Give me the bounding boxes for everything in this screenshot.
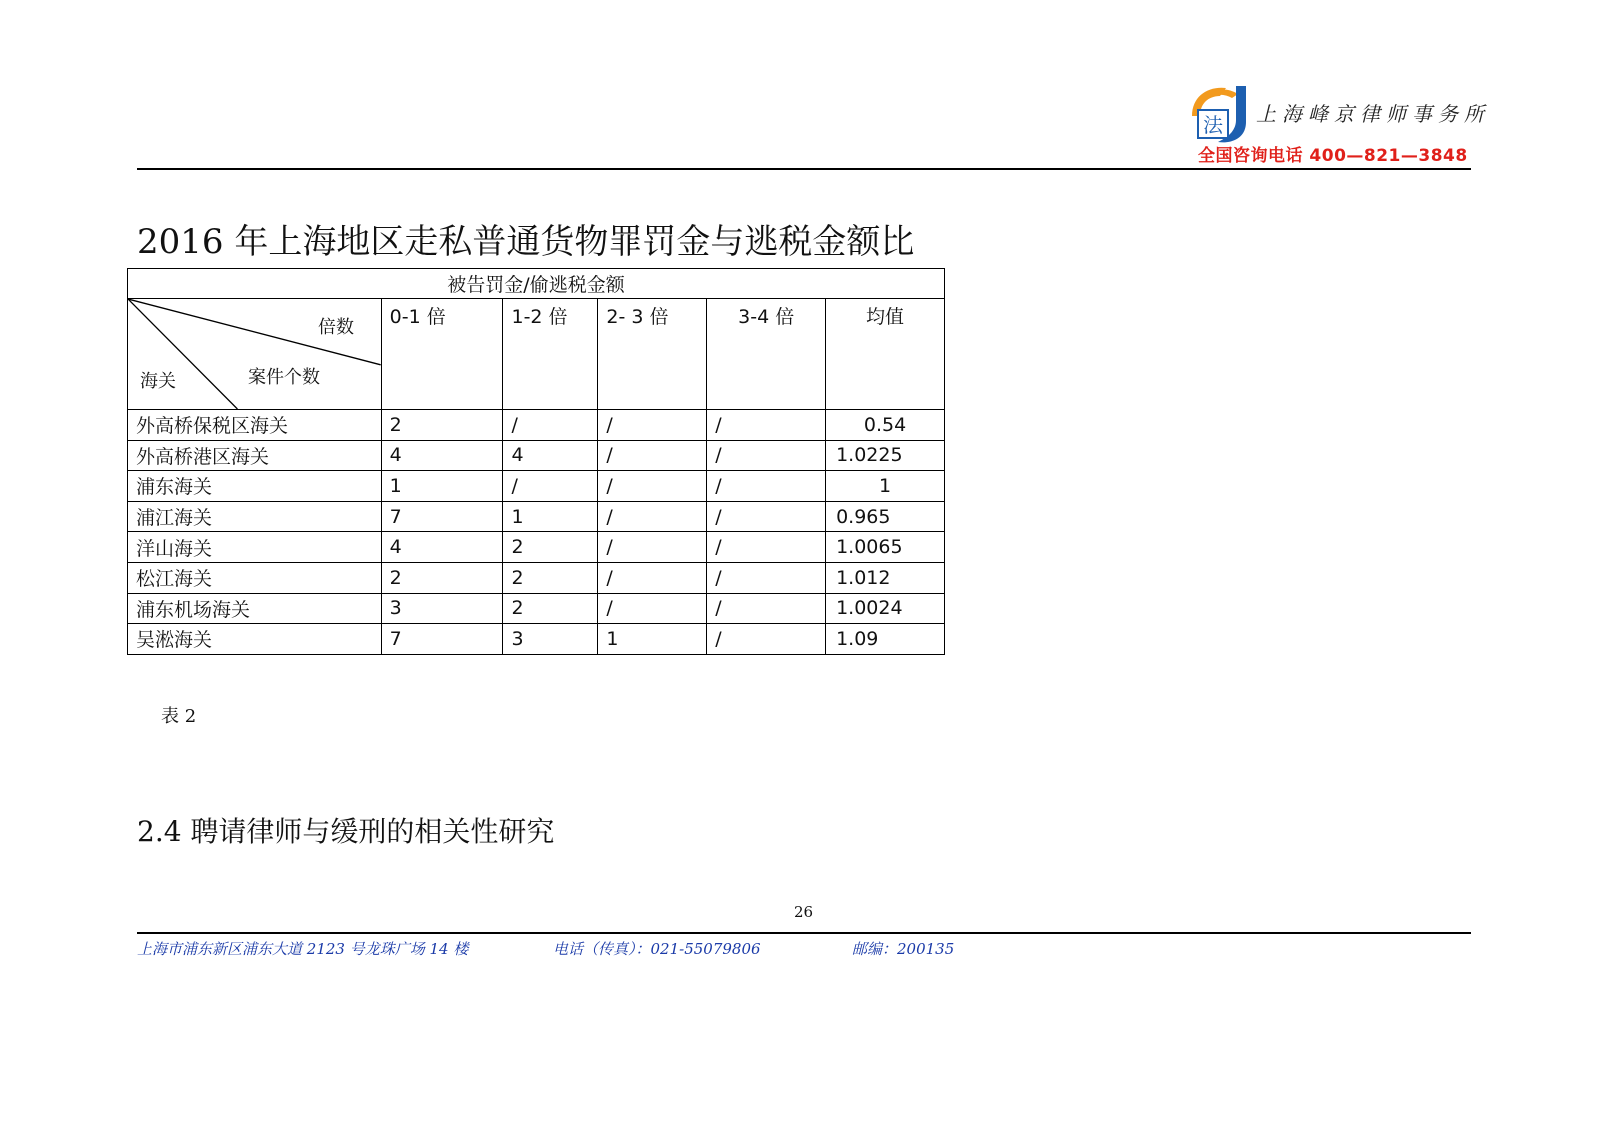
cell-3-4: /	[707, 624, 826, 655]
cell-1-2: /	[503, 410, 598, 441]
cell-0-1: 3	[381, 593, 503, 624]
row-name-cell: 松江海关	[128, 562, 382, 593]
cell-average: 1.012	[826, 562, 945, 593]
cell-average: 0.965	[826, 501, 945, 532]
logo-glyph: 法	[1203, 113, 1223, 137]
table-row	[128, 501, 945, 532]
header-divider	[137, 168, 1471, 170]
column-header: 1-2 倍	[503, 299, 598, 410]
data-table	[127, 268, 945, 655]
cell-average: 1.0065	[826, 532, 945, 563]
footer-address: 上海市浦东新区浦东大道 2123 号龙珠广场 14 楼	[137, 940, 469, 958]
firm-name: 上海峰京律师事务所	[1256, 102, 1490, 126]
cell-1-2: 2	[503, 562, 598, 593]
cell-1-2: 2	[503, 532, 598, 563]
cell-average: 0.54	[826, 410, 945, 441]
section-heading: 2.4 聘请律师与缓刑的相关性研究	[137, 815, 555, 848]
diag-label-customs: 海关	[140, 371, 176, 392]
cell-1-2: 3	[503, 624, 598, 655]
column-header: 均值	[826, 299, 945, 410]
cell-average: 1.09	[826, 624, 945, 655]
table-body	[128, 410, 945, 655]
row-name-cell: 外高桥保税区海关	[128, 410, 382, 441]
row-name-cell: 浦东海关	[128, 471, 382, 502]
footer-postcode: 邮编：200135	[852, 940, 955, 958]
firm-logo	[1186, 78, 1490, 170]
cell-average: 1	[826, 471, 945, 502]
row-name-cell: 浦江海关	[128, 501, 382, 532]
cell-2-3: /	[598, 471, 707, 502]
table-row	[128, 410, 945, 441]
column-header: 0-1 倍	[381, 299, 503, 410]
cell-3-4: /	[707, 440, 826, 471]
cell-0-1: 7	[381, 501, 503, 532]
cell-2-3: /	[598, 410, 707, 441]
cell-3-4: /	[707, 471, 826, 502]
cell-2-3: /	[598, 532, 707, 563]
diag-label-case-count: 案件个数	[248, 367, 320, 388]
cell-0-1: 2	[381, 410, 503, 441]
cell-0-1: 2	[381, 562, 503, 593]
cell-2-3: /	[598, 562, 707, 593]
cell-3-4: /	[707, 593, 826, 624]
page-number: 26	[794, 903, 814, 921]
cell-1-2: /	[503, 471, 598, 502]
cell-0-1: 4	[381, 532, 503, 563]
table-top-header: 被告罚金/偷逃税金额	[128, 269, 945, 299]
diagonal-header-cell	[128, 299, 382, 410]
column-header: 2- 3 倍	[598, 299, 707, 410]
row-name-cell: 浦东机场海关	[128, 593, 382, 624]
table-top-header-row	[128, 269, 945, 299]
cell-2-3: 1	[598, 624, 707, 655]
cell-2-3: /	[598, 593, 707, 624]
cell-1-2: 4	[503, 440, 598, 471]
cell-2-3: /	[598, 440, 707, 471]
table-row	[128, 562, 945, 593]
row-name-cell: 洋山海关	[128, 532, 382, 563]
table-row	[128, 471, 945, 502]
cell-0-1: 1	[381, 471, 503, 502]
table-column-header-row	[128, 299, 945, 410]
diag-label-multiple: 倍数	[318, 317, 354, 338]
cell-average: 1.0225	[826, 440, 945, 471]
table-row	[128, 624, 945, 655]
cell-3-4: /	[707, 410, 826, 441]
page-title: 2016 年上海地区走私普通货物罪罚金与逃税金额比	[137, 222, 915, 262]
footer-phone: 电话（传真）：021-55079806	[553, 940, 761, 958]
cell-0-1: 7	[381, 624, 503, 655]
table-row	[128, 532, 945, 563]
cell-0-1: 4	[381, 440, 503, 471]
hotline: 全国咨询电话 400—821—3848	[1198, 146, 1468, 166]
footer-divider	[137, 932, 1471, 934]
cell-1-2: 1	[503, 501, 598, 532]
table-caption: 表 2	[161, 706, 197, 727]
cell-3-4: /	[707, 501, 826, 532]
cell-3-4: /	[707, 562, 826, 593]
column-header: 3-4 倍	[707, 299, 826, 410]
cell-2-3: /	[598, 501, 707, 532]
cell-1-2: 2	[503, 593, 598, 624]
cell-3-4: /	[707, 532, 826, 563]
table-row	[128, 440, 945, 471]
table-row	[128, 593, 945, 624]
firm-logo-icon	[1186, 82, 1256, 144]
row-name-cell: 吴淞海关	[128, 624, 382, 655]
row-name-cell: 外高桥港区海关	[128, 440, 382, 471]
cell-average: 1.0024	[826, 593, 945, 624]
